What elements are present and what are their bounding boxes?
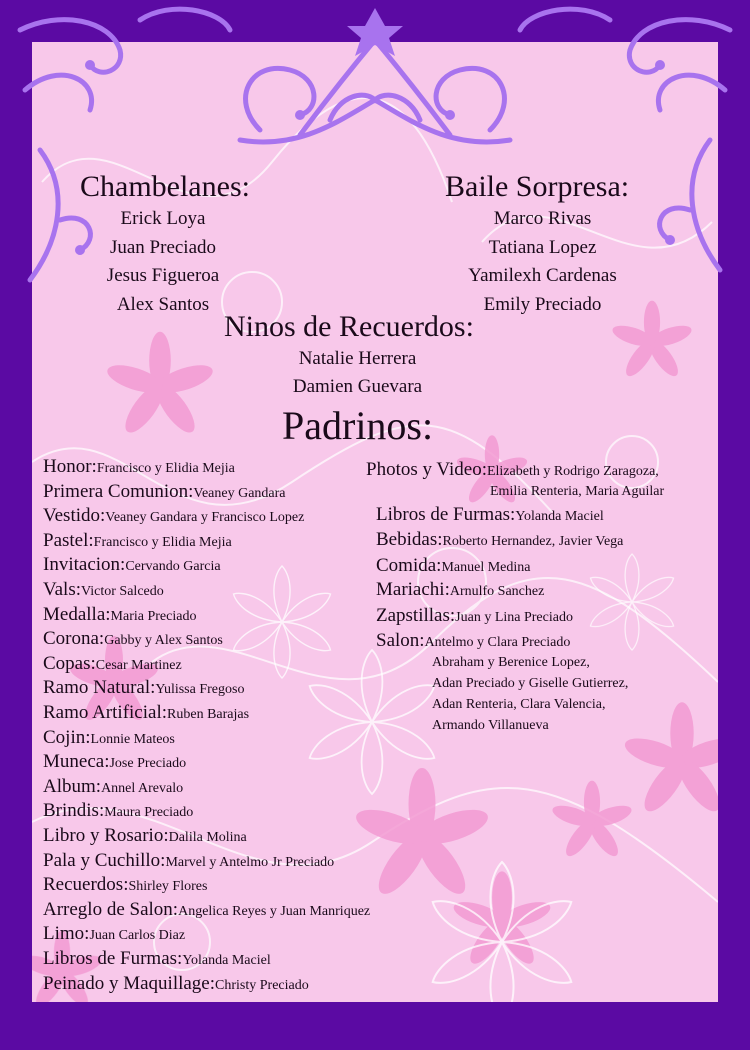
padrino-names-continued: Abraham y Berenice Lopez, [432, 655, 590, 670]
padrino-role: Vals: [43, 579, 81, 600]
padrino-row [43, 851, 334, 870]
padrino-role: Vestido: [43, 505, 106, 527]
padrino-role: Muneca: [43, 751, 110, 773]
padrino-row [43, 949, 271, 968]
padrino-role: Mariachi: [376, 579, 450, 600]
padrino-row [43, 482, 286, 501]
padrino-names-continued: Emilia Renteria, Maria Aguilar [490, 484, 665, 499]
padrino-names: Juan Carlos Diaz [89, 928, 186, 944]
padrino-names: Francisco y Elidia Mejia [93, 534, 232, 550]
padrino-names: Veaney Gandara [193, 485, 286, 501]
padrino-role: Primera Comunion: [43, 480, 194, 502]
padrino-names: Cervando Garcia [125, 559, 221, 575]
chambelan-name: Erick Loya [120, 208, 206, 229]
padrino-names: Antelmo y Clara Preciado [424, 635, 571, 650]
padrino-names: Roberto Hernandez, Javier Vega [442, 534, 624, 549]
padrino-names: Yulissa Fregoso [155, 682, 245, 698]
padrino-row [376, 556, 530, 575]
padrino-role: Salon: [376, 630, 425, 651]
padrino-row [43, 629, 223, 648]
padrino-role: Medalla: [43, 603, 111, 625]
padrino-role: Copas: [43, 652, 96, 674]
padrino-role: Pala y Cuchillo: [43, 849, 166, 871]
padrino-row [43, 531, 232, 550]
padrino-role: Ramo Artificial: [43, 702, 168, 723]
padrino-row [43, 506, 304, 525]
padrino-names: Manuel Medina [441, 560, 531, 575]
padrino-role: Brindis: [43, 800, 105, 822]
padrino-names-continued: Adan Renteria, Clara Valencia, [432, 697, 606, 712]
padrino-role: Libros de Furmas: [43, 948, 183, 969]
baile-name: Emily Preciado [483, 294, 602, 315]
chambelanes-title: Chambelanes: [80, 170, 250, 203]
padrino-role: Invitacion: [43, 554, 126, 576]
padrino-row [43, 580, 164, 599]
padrino-row [43, 974, 309, 993]
padrino-role: Comida: [376, 555, 442, 576]
ninos-title: Ninos de Recuerdos: [224, 310, 474, 343]
padrino-names: Arnulfo Sanchez [449, 584, 545, 599]
padrino-role: Libro y Rosario: [43, 825, 169, 846]
chambelan-name: Jesus Figueroa [106, 265, 220, 286]
padrino-role: Honor: [43, 456, 97, 477]
padrino-row [376, 505, 604, 524]
padrino-row [43, 924, 185, 943]
padrino-row [376, 606, 573, 625]
padrino-row [376, 631, 570, 650]
padrino-row [43, 752, 186, 771]
baile-name: Tatiana Lopez [488, 237, 597, 258]
padrino-names: Veaney Gandara y Francisco Lopez [105, 510, 305, 526]
padrino-row [43, 605, 196, 624]
padrino-names: Elizabeth y Rodrigo Zaragoza, [486, 464, 659, 479]
padrino-role: Arreglo de Salon: [43, 898, 179, 920]
padrino-row [366, 460, 659, 479]
ninos-name: Damien Guevara [292, 376, 423, 397]
padrino-names-continued: Adan Preciado y Giselle Gutierrez, [432, 676, 629, 691]
padrino-row [43, 728, 175, 747]
padrino-row [376, 580, 544, 599]
padrino-row [43, 801, 193, 820]
padrinos-title: Padrinos: [282, 403, 434, 448]
padrino-names: Cesar Martinez [95, 657, 182, 673]
padrino-names: Christy Preciado [215, 977, 309, 993]
baile-sorpresa-title: Baile Sorpresa: [445, 170, 630, 203]
padrino-names: Yolanda Maciel [515, 509, 604, 524]
padrino-names-continued: Armando Villanueva [432, 718, 549, 733]
padrino-role: Ramo Natural: [43, 677, 156, 699]
padrino-role: Cojin: [43, 726, 91, 748]
padrino-row [43, 777, 183, 796]
padrino-names: Annel Arevalo [101, 780, 184, 796]
padrino-row [43, 703, 249, 722]
padrino-names: Victor Salcedo [81, 584, 164, 599]
padrino-names: Yolanda Maciel [182, 953, 271, 968]
padrino-names: Lonnie Mateos [90, 731, 175, 747]
padrino-row [43, 654, 182, 673]
padrino-names: Maura Preciado [104, 805, 194, 821]
padrino-names: Angelica Reyes y Juan Manriquez [178, 903, 371, 919]
chambelan-name: Juan Preciado [109, 237, 217, 258]
padrino-names: Shirley Flores [128, 879, 208, 895]
padrino-role: Peinado y Maquillage: [43, 972, 216, 994]
padrino-role: Libros de Furmas: [376, 504, 516, 525]
padrino-row [43, 678, 244, 697]
padrino-role: Corona: [43, 628, 105, 650]
padrino-role: Pastel: [43, 529, 94, 551]
padrino-row [43, 875, 207, 894]
baile-name: Marco Rivas [493, 208, 592, 229]
ninos-name: Natalie Herrera [298, 348, 417, 369]
padrino-row [43, 900, 370, 919]
padrino-role: Limo: [43, 923, 90, 945]
chambelan-name: Alex Santos [116, 294, 210, 315]
padrino-names: Juan y Lina Preciado [455, 610, 573, 625]
padrino-row [43, 826, 247, 845]
padrino-row [43, 555, 221, 574]
padrino-names: Maria Preciado [110, 608, 197, 624]
padrino-names: Francisco y Elidia Mejia [96, 461, 235, 476]
padrino-role: Zapstillas: [376, 605, 456, 626]
padrino-names: Gabby y Alex Santos [104, 633, 223, 649]
baile-name: Yamilexh Cardenas [468, 265, 617, 286]
padrino-names: Marvel y Antelmo Jr Preciado [165, 854, 335, 870]
padrino-role: Photos y Video: [366, 459, 487, 480]
padrino-names: Dalila Molina [168, 830, 247, 845]
padrino-role: Bebidas: [376, 529, 443, 550]
padrino-row [43, 457, 235, 476]
padrino-names: Jose Preciado [109, 756, 187, 772]
padrino-names: Ruben Barajas [167, 707, 250, 722]
padrino-role: Album: [43, 775, 102, 797]
padrino-row [376, 530, 623, 549]
padrino-role: Recuerdos: [43, 874, 129, 896]
